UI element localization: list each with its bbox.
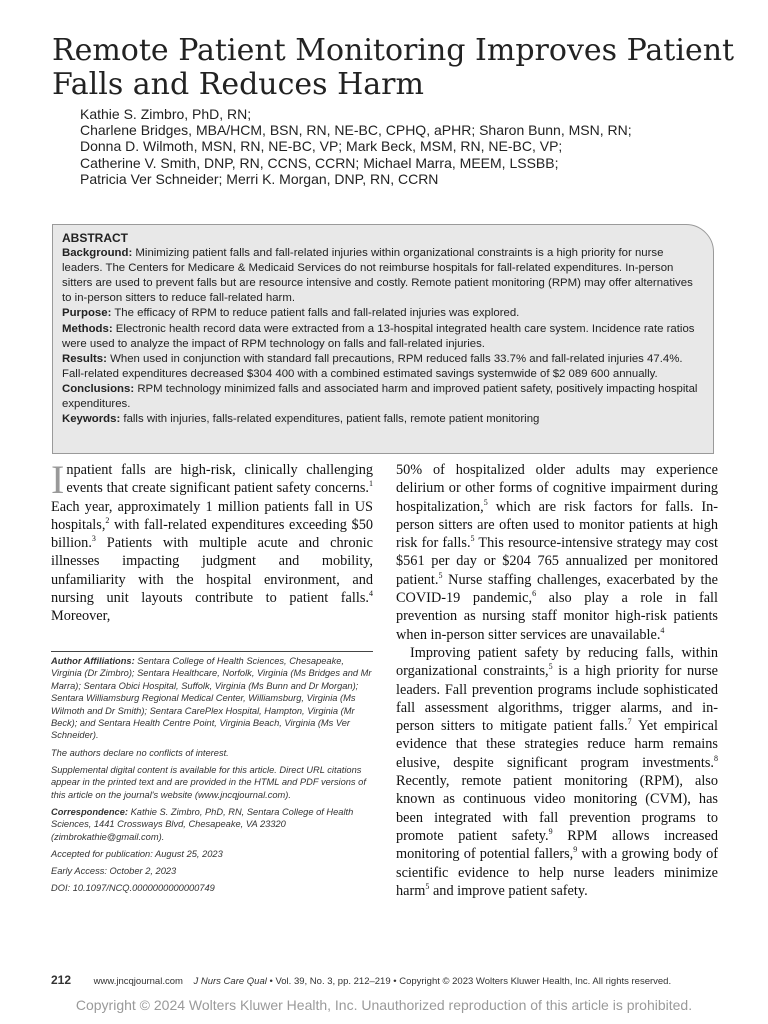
journal-citation: • Vol. 39, No. 3, pp. 212–219 • Copyright © 2023 Wolters Kluwer Health, Inc. All rights reserved.	[269, 976, 672, 987]
supplemental-note: Supplemental digital content is available for this article. Direct URL citations appear in the printed text and are provided in the HTML and PDF versions of this article on the journal's website (www.jncqjournal.com).	[51, 764, 366, 800]
body-column-right	[396, 461, 718, 900]
abstract-conclusions: Conclusions: RPM technology minimized falls and associated harm and improved patient safety, positively impacting hospital expenditures.	[62, 382, 698, 411]
abstract-background: Background: Minimizing patient falls and fall-related injuries within organizational constraints is a high priority for nurse leaders. The Centers for Medicare & Medicaid Services do not reimburse hospitals for fall-related expenditures. In-person sitters are used to prevent falls but are resource intensive and costly. Remote patient monitoring (RPM) may offer alternatives to in-person sitters to reduce fall-related harm.	[62, 247, 693, 305]
author-line: Kathie S. Zimbro, PhD, RN;	[80, 106, 252, 122]
author-list	[80, 106, 740, 187]
abstract-methods: Methods: Electronic health record data were extracted from a 13-hospital integrated health care system. Incidence rate ratios were used to analyze the impact of RPM technology on falls and fall-related injuries.	[62, 322, 695, 350]
abstract-box	[52, 224, 714, 454]
conflicts-statement: The authors declare no conflicts of interest.	[51, 747, 229, 758]
page-footer	[51, 973, 751, 987]
journal-website: www.jncqjournal.com	[93, 976, 183, 987]
early-access-date: Early Access: October 2, 2023	[51, 866, 177, 877]
journal-name: J Nurs Care Qual	[193, 976, 267, 987]
body-paragraph: Inpatient falls are high-risk, clinically challenging events that create significant patient safety concerns.$^1$ Each year, approximately 1 million patients fall in US hospitals,$^2$ with fall-related expenditures exceeding $50 billion.$^3$ Patients with multiple acute and chronic illnesses impacting judgment and mobility, unfamiliarity with the hospital environment, and nursing unit layouts contribute to patient falls.$^4$ Moreover,	[51, 457, 373, 625]
author-line: Donna D. Wilmoth, MSN, RN, NE-BC, VP; Mark Beck, MSM, RN, NE-BC, VP;	[80, 138, 563, 155]
abstract-keywords: Keywords: falls with injuries, falls-related expenditures, patient falls, remote patient monitoring	[62, 413, 540, 426]
abstract-purpose: Purpose: The efficacy of RPM to reduce patient falls and fall-related injuries was explored.	[62, 307, 520, 320]
footnotes	[51, 655, 373, 899]
page-number: 212	[51, 973, 72, 987]
accepted-date: Accepted for publication: August 25, 2023	[51, 848, 223, 859]
drop-cap: I	[51, 457, 65, 502]
abstract-heading: ABSTRACT	[62, 231, 128, 245]
author-affiliations: Author Affiliations: Sentara College of Health Sciences, Chesapeake, Virginia (Dr Zimbro); Sentara Healthcare, Norfolk, Virginia (Ms Bridges and Mr Marra); Sentara Obici Hospital, Suffolk, Virginia (Ms Bunn and Dr Morgan); Sentara Williamsburg Regional Medical Center, Williamsburg, Virginia (Ms Wilmoth and Dr Smith); Sentara CarePlex Hospital, Hampton, Virginia (Mr Beck); and Sentara Health Centre Point, Virginia Beach, Virginia (Ms Ver Schneider).	[51, 656, 372, 741]
copyright-notice: Copyright © 2024 Wolters Kluwer Health, Inc. Unauthorized reproduction of this article is prohibited.	[75, 997, 693, 1013]
body-paragraph: Improving patient safety by reducing falls, within organizational constraints,$^5$ is a high priority for nurse leaders. Fall prevention programs include sophisticated fall assessment algorithms, trigger alarms, and in-person sitters to mitigate patient falls.$^7$ Yet empirical evidence that these strategies reduce harm remains elusive, despite significant program investments.$^8$ Recently, remote patient monitoring (RPM), also known as continuous video monitoring (CVM), has been integrated with fall prevention programs to promote patient safety.$^9$ RPM allows increased monitoring of potential fallers,$^9$ with a growing body of scientific evidence to help nurse leaders minimize harm$^5$ and improve patient safety.	[396, 644, 719, 899]
body-paragraph: 50% of hospitalized older adults may experience delirium or other forms of cognitive impairment during hospitalization,$^5$ which are risk factors for falls. In-person sitters are often used to monitor patients at high risk for falls.$^5$ This resource-intensive strategy may cost $561 per day or $204 765 annualized per monitored patient.$^5$ Nurse staffing challenges, exacerbated by the COVID-19 pandemic,$^6$ also play a role in fall prevention as nursing staff monitor high-risk patients when in-person sitter services are unavailable.$^4$	[396, 462, 718, 643]
footnote-divider	[51, 651, 373, 652]
correspondence: Correspondence: Kathie S. Zimbro, PhD, RN, Sentara College of Health Sciences, 1441 Crossways Blvd, Chesapeake, VA 23320 (zimbrokathie@gmail.com).	[51, 806, 354, 842]
doi: DOI: 10.1097/NCQ.0000000000000749	[51, 883, 215, 894]
body-column-left	[51, 457, 373, 626]
abstract-results: Results: When used in conjunction with standard fall precautions, RPM reduced falls 33.7% and fall-related injuries 47.4%. Fall-related expenditures decreased $304 400 with a combined estimated savings systemwide of $2 089 600 annually.	[62, 352, 683, 380]
author-line: Charlene Bridges, MBA/HCM, BSN, RN, NE-BC, CPHQ, aPHR; Sharon Bunn, MSN, RN;	[80, 122, 632, 139]
article-title: Remote Patient Monitoring Improves Patient Falls and Reduces Harm	[52, 33, 735, 102]
author-line: Patricia Ver Schneider; Merri K. Morgan, DNP, RN, CCRN	[80, 170, 439, 187]
author-line: Catherine V. Smith, DNP, RN, CCNS, CCRN; Michael Marra, MEEM, LSSBB;	[80, 154, 559, 171]
